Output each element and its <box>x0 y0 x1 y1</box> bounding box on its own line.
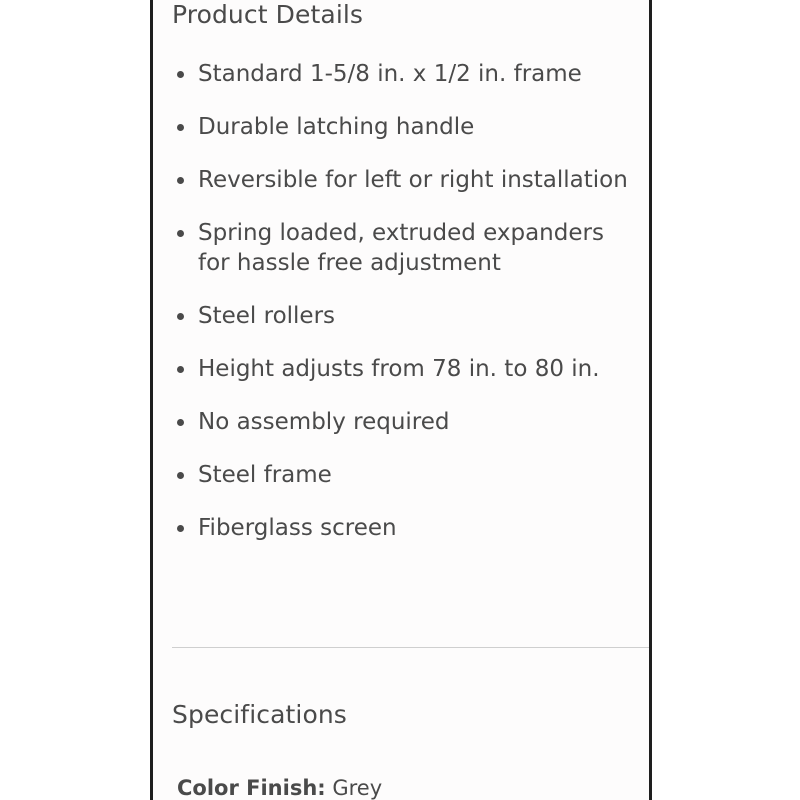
feature-text: Height adjusts from 78 in. to 80 in. <box>198 356 600 382</box>
bullet-icon <box>177 71 184 78</box>
bullet-icon <box>177 366 184 373</box>
section-divider <box>172 647 652 648</box>
feature-text: Standard 1-5/8 in. x 1/2 in. frame <box>198 61 582 87</box>
spec-label: Color Finish: <box>177 776 326 800</box>
feature-text: Spring loaded, extruded expanders for hassle free adjustment <box>198 220 604 276</box>
feature-item <box>172 407 642 437</box>
mobile-screen <box>150 0 652 800</box>
feature-item <box>172 460 642 490</box>
feature-text: Fiberglass screen <box>198 515 397 541</box>
bullet-icon <box>177 525 184 532</box>
feature-item <box>172 59 642 89</box>
spec-value: Grey <box>332 776 383 800</box>
product-details-heading: Product Details <box>172 0 364 29</box>
feature-item <box>172 354 642 384</box>
feature-item <box>172 513 642 543</box>
bullet-icon <box>177 124 184 131</box>
feature-text: Steel frame <box>198 462 332 488</box>
feature-text: Steel rollers <box>198 303 336 329</box>
spec-row-color-finish <box>177 776 382 800</box>
feature-item <box>172 301 642 331</box>
bullet-icon <box>177 419 184 426</box>
bullet-icon <box>177 230 184 237</box>
feature-text: Reversible for left or right installation <box>198 167 628 193</box>
bullet-icon <box>177 177 184 184</box>
feature-item <box>172 112 642 142</box>
feature-text: Durable latching handle <box>198 114 475 140</box>
bullet-icon <box>177 313 184 320</box>
specifications-heading: Specifications <box>172 700 347 729</box>
feature-text: No assembly required <box>198 409 450 435</box>
bullet-icon <box>177 472 184 479</box>
feature-item <box>172 165 642 195</box>
feature-item <box>172 218 642 278</box>
